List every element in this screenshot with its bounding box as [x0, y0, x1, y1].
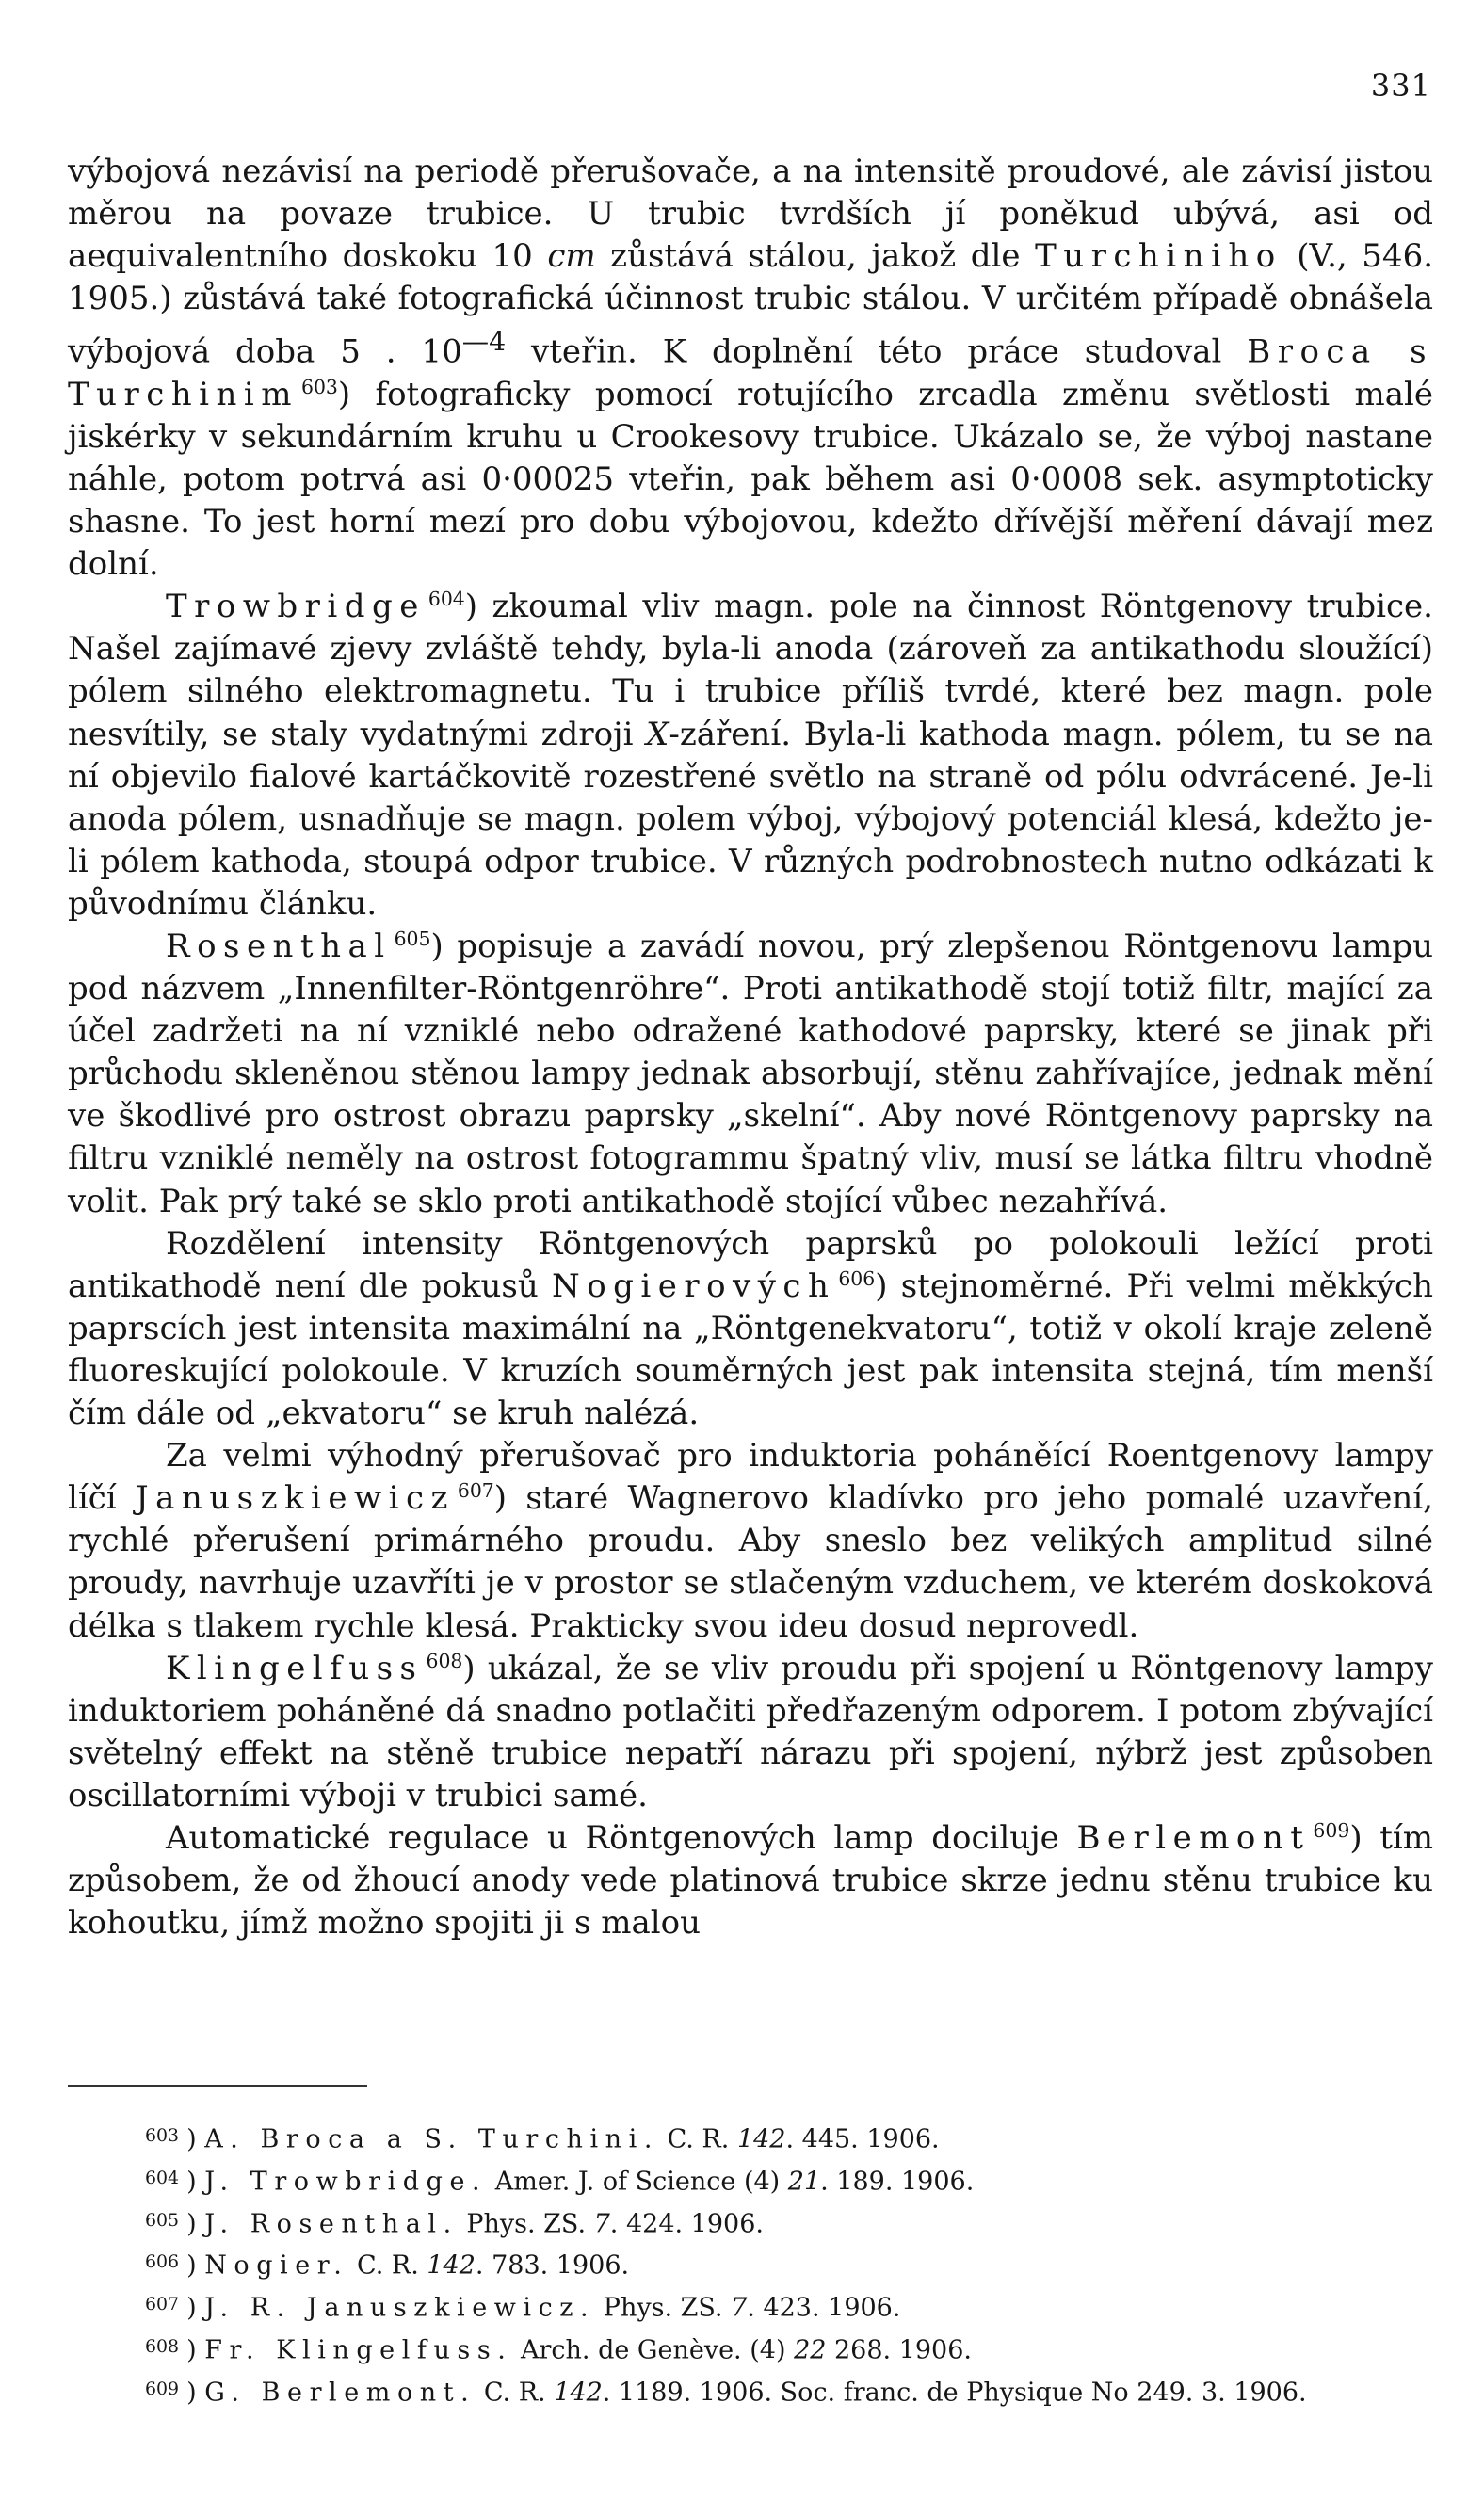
author-name: Januszkiewicz: [136, 1479, 455, 1518]
author-name: A. Broca a S. Turchini.: [204, 2124, 659, 2154]
page-number: 331: [1370, 68, 1431, 104]
text-run: ): [186, 2251, 205, 2282]
paragraph: [68, 151, 1433, 586]
italic-text: cm: [547, 237, 596, 276]
italic-text: 21: [787, 2167, 821, 2197]
paragraph: [68, 926, 1433, 1223]
text-run: ) popisuje a zavádí novou, prý zlepšenou Röntgenovu lampu pod názvem „Innenfilter-Röntgenröhre“. Proti antikathodě stojí totiž filtr, mající za účel zadržeti na ní vzniklé nebo odražené kathodové paprsky, které se jinak při průchodu skleněnou stěnou lampy jednak absorbují, stěnu zahřívajíce, jednak mění ve škodlivé pro ostrost obrazu paprsky „skelní“. Aby nové Röntgenovy paprsky na filtru vzniklé neměly na ostrost fotogrammu špatný vliv, musí se látka filtru vhodně volit. Pak prý také se sklo proti antikathodě stojící vůbec nezahřívá.: [68, 927, 1433, 1220]
text-run: výbojová nezávisí na periodě přerušovače, a na intensitě proudové, ale závisí jistou měrou na povaze trubice. U trubic tvrdších jí poněkud ubývá, asi od aequivalentního doskoku 10: [68, 153, 1433, 276]
footnote-number: 609: [145, 2378, 180, 2399]
text-run: (V., 546. 1905.) zůstává také fotografická účinnost trubic stálou. V určitém případě obnášela výbojová doba 5 . 10: [68, 237, 1434, 371]
text-run: C. R.: [348, 2251, 427, 2282]
author-name: Rosenthal: [166, 927, 392, 966]
footnote-number: 604: [145, 2167, 180, 2188]
text-run: Za velmi výhodný přerušovač pro induktoria poháněící Roentgenovy lampy líčí: [68, 1437, 1433, 1518]
italic-text: 7: [731, 2293, 748, 2323]
text-run: Automatické regulace u Röntgenových lamp dociluje: [166, 1818, 1077, 1857]
text-run: ): [186, 2378, 205, 2408]
paragraph: [68, 1648, 1433, 1817]
italic-text: X: [646, 715, 669, 753]
text-run: ) stejnoměrné. Při velmi měkkých paprscích jest intensita maximální na „Röntgenekvatoru“, totiž v okolí kraje zeleně fluoreskující polokoule. V kruzích souměrných jest pak intensita stejná, tím menší čím dále od „ekvatoru“ se kruh nalézá.: [68, 1266, 1433, 1433]
author-name: Klingelfuss: [166, 1649, 424, 1687]
text-run: ) fotograficky pomocí rotujícího zrcadla změnu světlosti malé jiskérky v sekundárním kruhu u Crookesovy trubice. Ukázalo se, že výboj nastane náhle, potom potrvá asi 0·00025 vteřin, pak během asi 0·0008 sek. asymptoticky shasne. To jest horní mezí pro dobu výbojovou, kdežto dřívější měření dávají mez dolní.: [68, 375, 1433, 584]
author-name: G. Berlemont.: [204, 2378, 476, 2408]
author-name: J. Rosenthal.: [204, 2209, 459, 2239]
footnote: [68, 2159, 1433, 2202]
text-run: ): [186, 2167, 205, 2197]
footnote: [68, 2202, 1433, 2244]
text-run: Arch. de Genève. (4): [512, 2335, 795, 2365]
footnote: [68, 2243, 1433, 2285]
text-run: . 783. 1906.: [475, 2251, 630, 2282]
footnote: [68, 2328, 1433, 2370]
paragraph: [68, 586, 1433, 926]
footnote-number: 607: [145, 2294, 180, 2315]
author-name: Turchiniho: [1035, 237, 1282, 276]
text-run: . 445. 1906.: [785, 2124, 940, 2154]
footnote-number: 608: [145, 2336, 180, 2358]
text-run: . 1189. 1906. Soc. franc. de Physique No 249. 3. 1906.: [602, 2378, 1307, 2408]
paragraph: [68, 1817, 1433, 1944]
author-name: Fr. Klingelfuss.: [204, 2335, 513, 2365]
italic-text: 22: [794, 2335, 827, 2365]
author-name: Broca s Turchinim: [68, 332, 1433, 413]
text-run: C. R.: [658, 2124, 737, 2154]
text-run: ): [186, 2335, 205, 2365]
author-name: Nogierových: [551, 1266, 836, 1305]
footnote-number: 605: [145, 2209, 180, 2231]
italic-text: 142: [427, 2251, 476, 2282]
text-run: Rozdělení intensity Röntgenových paprsků po polokouli ležící proti antikathodě není dle pokusů: [68, 1224, 1433, 1305]
italic-text: 7: [593, 2209, 610, 2239]
text-run: ) ukázal, že se vliv proudu při spojení u Röntgenovy lampy induktoriem poháněné dá snadno potlačiti předřazeným odporem. I potom zbývající světelný effekt na stěně trubice nepatří nárazu při spojení, nýbrž jest způsoben oscillatorními výboji v trubici samé.: [68, 1649, 1433, 1814]
italic-text: 142: [554, 2378, 603, 2408]
text-run: Amer. J. of Science (4): [487, 2167, 788, 2197]
text-run: zůstává stálou, jakož dle: [595, 237, 1036, 276]
footnote-reference[interactable]: 608: [426, 1649, 463, 1672]
paragraph: [68, 1435, 1433, 1647]
text-run: ) tím způsobem, že od žhoucí anody vede platinová trubice skrze jednu stěnu trubice ku kohoutku, jímž možno spojiti ji s malou: [68, 1818, 1433, 1943]
text-run: ): [186, 2293, 205, 2323]
footnote-reference[interactable]: 603: [300, 375, 338, 398]
text-run: . 189. 1906.: [820, 2167, 975, 2197]
footnote-reference[interactable]: 605: [394, 927, 431, 951]
text-run: -záření. Byla-li kathoda magn. pólem, tu se na ní objevilo fialové kartáčkovitě rozestřené světlo na straně od pólu odvrácené. Je-li anoda pólem, usnadňuje se magn. polem výboj, výbojový potenciál klesá, kdežto je-li pólem kathoda, stoupá odpor trubice. V různých podrobnostech nutno odkázati k původnímu článku.: [68, 715, 1433, 923]
footnote-reference[interactable]: 607: [457, 1479, 494, 1503]
exponent: —4: [461, 326, 507, 358]
text-run: Phys. ZS.: [595, 2293, 732, 2323]
text-run: 268. 1906.: [826, 2335, 972, 2365]
text-run: Phys. ZS.: [458, 2209, 594, 2239]
footnote-number: 603: [145, 2125, 180, 2146]
italic-text: 142: [736, 2124, 786, 2154]
author-name: J. R. Januszkiewicz.: [204, 2293, 596, 2323]
author-name: Berlemont: [1076, 1818, 1311, 1857]
footnote: [68, 2370, 1433, 2412]
paragraph: [68, 1223, 1433, 1435]
footnote: [68, 2117, 1433, 2159]
footnote-reference[interactable]: 609: [1313, 1819, 1350, 1843]
footnote-number: 606: [145, 2251, 180, 2273]
text-run: C. R.: [476, 2378, 555, 2408]
footnote-reference[interactable]: 604: [427, 588, 465, 611]
footnote-reference[interactable]: 606: [838, 1266, 876, 1290]
text-run: ) zkoumal vliv magn. pole na činnost Röntgenovy trubice. Našel zajímavé zjevy zvláště tehdy, byla-li anoda (zároveň za antikathodu sloužící) pólem silného elektromagnetu. Tu i trubice příliš tvrdé, které bez magn. pole nesvítily, se staly vydatnými zdroji: [68, 588, 1433, 753]
footnotes: [68, 2117, 1433, 2412]
body-text: [68, 151, 1433, 1944]
text-run: vteřin. K doplnění této práce studoval: [506, 332, 1248, 371]
author-name: Nogier.: [204, 2251, 349, 2282]
footnote-divider: [68, 2085, 367, 2087]
footnote: [68, 2285, 1433, 2328]
author-name: Trowbridge: [166, 588, 426, 626]
text-run: ): [186, 2209, 205, 2239]
text-run: . 423. 1906.: [747, 2293, 901, 2323]
text-run: ): [186, 2124, 205, 2154]
text-run: . 424. 1906.: [609, 2209, 764, 2239]
author-name: J. Trowbridge.: [204, 2167, 488, 2197]
text-run: ) staré Wagnerovo kladívko pro jeho pomalé uzavření, rychlé přerušení primárného proudu. Aby sneslo bez velikých amplitud silné proudy, navrhuje uzavříti je v prostor se stlačeným vzduchem, ve kterém doskoková délka s tlakem rychle klesá. Prakticky svou ideu dosud neprovedl.: [68, 1479, 1433, 1645]
